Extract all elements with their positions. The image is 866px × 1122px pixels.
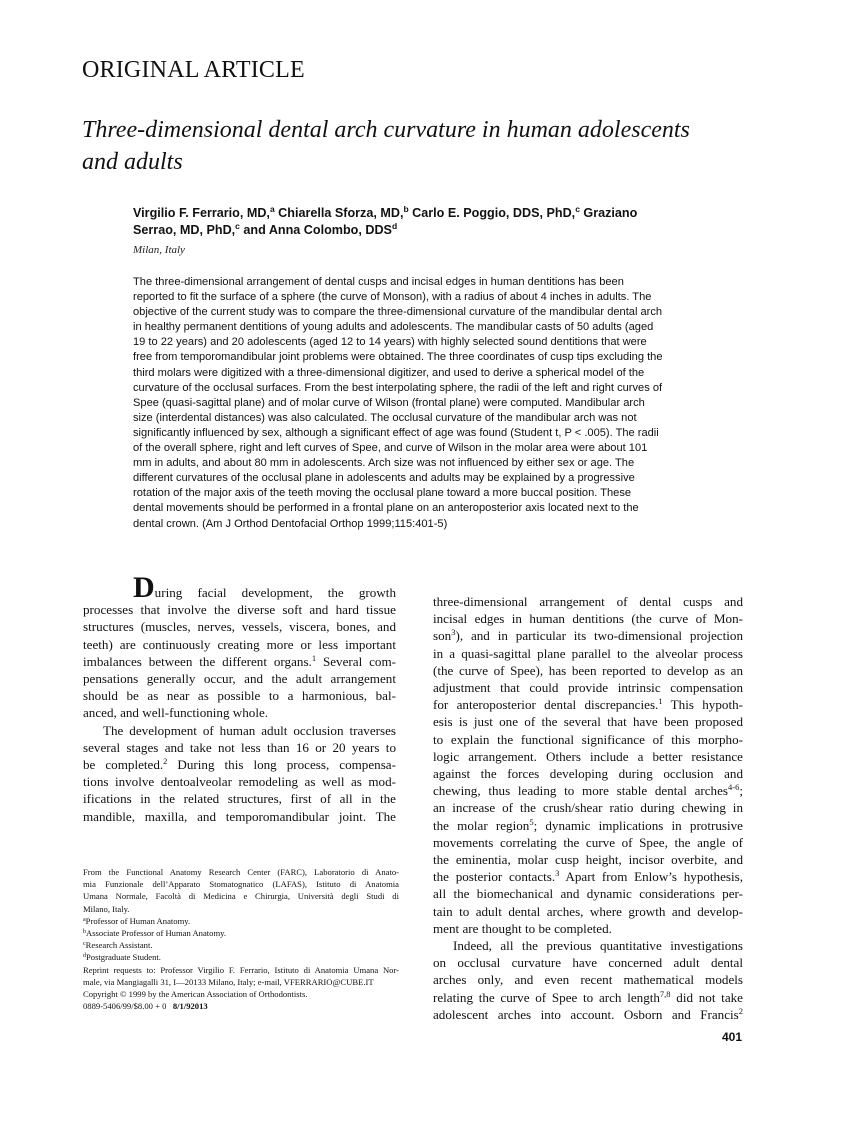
author-name: Chiarella Sforza, MD,: [274, 206, 404, 220]
abstract-line: The three-dimensional arrangement of dental cusps and incisal edges in human dentitions has been: [133, 276, 624, 288]
body-line: anced, and well-functioning whole.: [83, 705, 269, 721]
body-line: to explain the functional significance of this morpho-: [433, 731, 743, 747]
affiliation-line: Milano, Italy.: [83, 903, 130, 914]
body-line: mandible, maxilla, and temporomandibular joint. The: [83, 808, 396, 824]
abstract-line: free from temporomandibular joint problems were obtained. The three coordinates of cusp tips excluding the: [133, 351, 663, 364]
abstract-line: in healthy permanent dentitions of young adults and adolescents. The mandibular casts of 50 adults (aged: [133, 321, 654, 334]
body-line: [433, 696, 743, 713]
body-text: ), and in particular its two-dimensional projection: [455, 628, 743, 644]
body-text: imbalances between the different organs.: [83, 653, 312, 669]
abstract-line: 19 to 22 years) and 20 adolescents (aged 12 to 14 years) with highly selected sound dentitions that were: [133, 336, 647, 349]
body-line: ifications in the related structures, first of all in the: [83, 791, 396, 807]
body-line: structures (muscles, nerves, vessels, viscera, bones, and: [83, 619, 396, 635]
body-line: on occlusal curvature have concerned adult dental: [433, 955, 743, 971]
reprint-line: Reprint requests to: Professor Virgilio F. Ferrario, Istituto di Anatomia Umana Nor-: [83, 964, 399, 975]
footnote-text: Research Assistant.: [85, 940, 153, 951]
body-text: ; dynamic implications in protrusive: [533, 817, 743, 833]
body-text: Apart from Enlow’s hypothesis,: [559, 869, 744, 885]
body-line: adjustment that could provide intrinsic compensation: [433, 680, 743, 696]
author-affiliation-mark: d: [391, 221, 398, 231]
abstract-line: objective of the current study was to compare the three-dimensional curvature of the mandibular dental arch: [133, 306, 663, 319]
abstract-line: different curvatures of the occlusal plane in adolescents and adults may be explained by a progressive: [133, 472, 635, 485]
citation-ref: 2: [163, 756, 168, 767]
body-line: Indeed, all the previous quantitative investigations: [453, 938, 743, 954]
citation-ref: 7,8: [659, 988, 671, 999]
body-line: the eminentia, molar cusp height, incisor overbite, and: [433, 852, 743, 868]
issn-line: [83, 1000, 399, 1012]
reprint-line: male, via Mangiagalli 31, I—20133 Milano, Italy; e-mail, VFERRARIO@CUBE.IT: [83, 976, 374, 987]
author-affiliation-mark: c: [575, 204, 580, 214]
author-line-1: [133, 205, 753, 222]
body-line: [433, 868, 743, 885]
author-affiliation-mark: a: [269, 204, 275, 214]
body-line: pensations generally occur, and the adult arrangement: [83, 671, 396, 687]
body-line: ment are thought to be completed.: [433, 920, 612, 936]
abstract-line: dental movements should be performed in a frontal plane on an anteroposterior axis located next to the: [133, 502, 639, 515]
body-text: be completed.: [83, 757, 164, 773]
affiliation-line: From the Functional Anatomy Research Center (FARC), Laboratorio di Anato-: [83, 867, 399, 877]
footnote-text: Professor of Human Anatomy.: [85, 915, 191, 926]
abstract-line: reported to fit the surface of a sphere (the curve of Monson), with a radius of about 4 inches in adults. The: [133, 291, 652, 304]
body-text: the posterior contacts.: [433, 869, 556, 885]
role-footnote: [83, 951, 399, 963]
author-line-2: [133, 222, 753, 239]
body-line: (the curve of Spee), has been reported to develop as an: [433, 662, 743, 678]
body-text: relating the curve of Spee to arch length: [433, 989, 660, 1005]
footnotes: [83, 866, 399, 1012]
page-number: 401: [722, 1030, 743, 1044]
title-line-1: Three-dimensional dental arch curvature in human adolescents: [82, 117, 690, 143]
citation-ref: 5: [529, 816, 534, 827]
title-line-2: and adults: [82, 149, 183, 175]
role-footnote: [83, 915, 399, 927]
body-line: arches only, and even recent mathematical models: [433, 972, 743, 988]
author-name: Graziano: [579, 206, 638, 220]
abstract-line: third molars were digitized with a three-dimensional digitizer, and used to derive a spherical model of the: [133, 366, 645, 379]
body-column-left: [83, 571, 396, 825]
citation-ref: 2: [738, 1005, 743, 1016]
author-location: Milan, Italy: [133, 244, 185, 256]
body-line: against the forces developing during occlusion and: [433, 766, 743, 782]
body-text: uring facial development, the growth: [154, 585, 396, 600]
body-line: logic arrangement. Others include a better resistance: [433, 748, 743, 764]
abstract-line: Spee (quasi-sagittal plane) and of molar curve of Wilson (frontal plane) were computed. Mandibular arch: [133, 396, 645, 409]
article-code: 8/1/92013: [172, 1001, 208, 1012]
body-line: The development of human adult occlusion traverses: [103, 722, 396, 738]
body-text: chewing, thus leading to more stable dental arches: [433, 783, 729, 799]
body-column-right: [433, 593, 743, 1023]
section-label: ORIGINAL ARTICLE: [82, 57, 305, 83]
drop-cap: D: [133, 571, 155, 604]
body-text: ;: [739, 783, 743, 799]
body-text: adolescent arches into account. Osborn and Francis: [433, 1006, 739, 1022]
body-line: incisal edges in human dentitions (the curve of Mon-: [433, 611, 743, 627]
author-affiliation-mark: b: [403, 204, 409, 214]
footnote-mark: d: [83, 953, 86, 960]
author-name: Virgilio F. Ferrario, MD,: [133, 206, 270, 220]
role-footnote: [83, 939, 399, 951]
abstract-line: rotation of the major axis of the teeth moving the occlusal plane toward a more buccal position. These: [133, 487, 632, 500]
footnote-mark: b: [83, 929, 86, 936]
body-line: [433, 989, 743, 1006]
affiliation-line: Umana Normale, Facoltà di Medicina e Chirurgia, Università degli Studi di: [83, 891, 399, 902]
body-line: [83, 653, 396, 670]
body-line: all the biomechanical and dynamic considerations per-: [433, 886, 743, 902]
affiliation-line: mia Funzionale dell’Apparato Stomatognatico (LAFAS), Istituto di Anatomia: [83, 879, 399, 890]
body-line: three-dimensional arrangement of dental cusps and: [433, 594, 743, 609]
body-text: This hypoth-: [662, 697, 743, 713]
body-line: an increase of the crush/shear ratio during chewing in: [433, 800, 743, 816]
body-line: processes that involve the diverse soft and hard tissue: [83, 602, 396, 618]
author-name: Serrao, MD, PhD,: [133, 223, 236, 237]
body-text: the molar region: [433, 817, 530, 833]
body-line: should be as near as possible to a harmonious, bal-: [83, 688, 396, 704]
body-line: [433, 782, 743, 799]
body-line: tions involve dentoalveolar remodeling as well as mod-: [83, 774, 396, 790]
body-text: for anteroposterior dental discrepancies.: [433, 697, 659, 713]
body-line: [433, 1006, 743, 1023]
author-name: and Anna Colombo, DDS: [239, 223, 392, 237]
footnote-mark: a: [83, 916, 86, 923]
body-line: in a quasi-sagittal plane parallel to the alveolar process: [433, 645, 743, 661]
footnote-text: Postgraduate Student.: [86, 952, 161, 963]
role-footnote: [83, 927, 399, 939]
footnote-text: Associate Professor of Human Anatomy.: [86, 928, 227, 939]
author-list: [133, 205, 753, 239]
body-text: Several com-: [316, 653, 396, 669]
abstract-line: significantly influenced by sex, although a significant effect of age was found (Student t, P < .005). The radii: [133, 426, 659, 439]
body-line: [433, 627, 743, 644]
body-line: several stages and take not less than 16 or 20 years to: [83, 739, 396, 755]
footnote-mark: c: [83, 941, 86, 948]
article-title: [82, 114, 782, 178]
citation-ref: 1: [311, 652, 317, 663]
author-affiliation-mark: c: [235, 221, 240, 231]
copyright-line: Copyright © 1999 by the American Association of Orthodontists.: [83, 989, 308, 1000]
citation-ref: 4-6: [728, 782, 740, 793]
abstract-line: of the overall sphere, right and left curves of Spee, and curve of Wilson in the molar area were about 101: [133, 442, 648, 455]
author-name: Carlo E. Poggio, DDS, PhD,: [408, 206, 576, 220]
body-line: tain to adult dental arches, where growth and develop-: [433, 903, 743, 919]
abstract-line: mm in adults, and about 80 mm in adolescents. Arch size was not influenced by either sex or age. The: [133, 457, 635, 470]
body-line: movements correlating the curve of Spee, the angle of: [433, 834, 743, 850]
body-line: [83, 571, 396, 604]
abstract-line: size (interdental distances) was also calculated. The occlusal curvature of the mandibular arch was not: [133, 411, 637, 424]
abstract-line: dental crown. (Am J Orthod Dentofacial Orthop 1999;115:401-5): [133, 517, 448, 530]
body-text: son: [433, 628, 452, 644]
body-text: During this long process, compensa-: [167, 757, 396, 773]
body-line: esis is just one of the several that have been proposed: [433, 714, 743, 730]
abstract: [133, 275, 748, 532]
body-line: [433, 817, 743, 834]
body-text: did not take: [670, 989, 743, 1005]
citation-ref: 3: [555, 868, 560, 879]
abstract-line: curvature of the occlusal surfaces. From the best interpolating sphere, the radii of the left and right curves of: [133, 381, 663, 394]
body-line: teeth) are continuously creating more or less important: [83, 636, 396, 652]
citation-ref: 1: [658, 696, 663, 707]
citation-ref: 3: [451, 627, 456, 638]
issn: 0889-5406/99/$8.00 + 0: [83, 1001, 167, 1012]
body-line: [83, 756, 396, 773]
